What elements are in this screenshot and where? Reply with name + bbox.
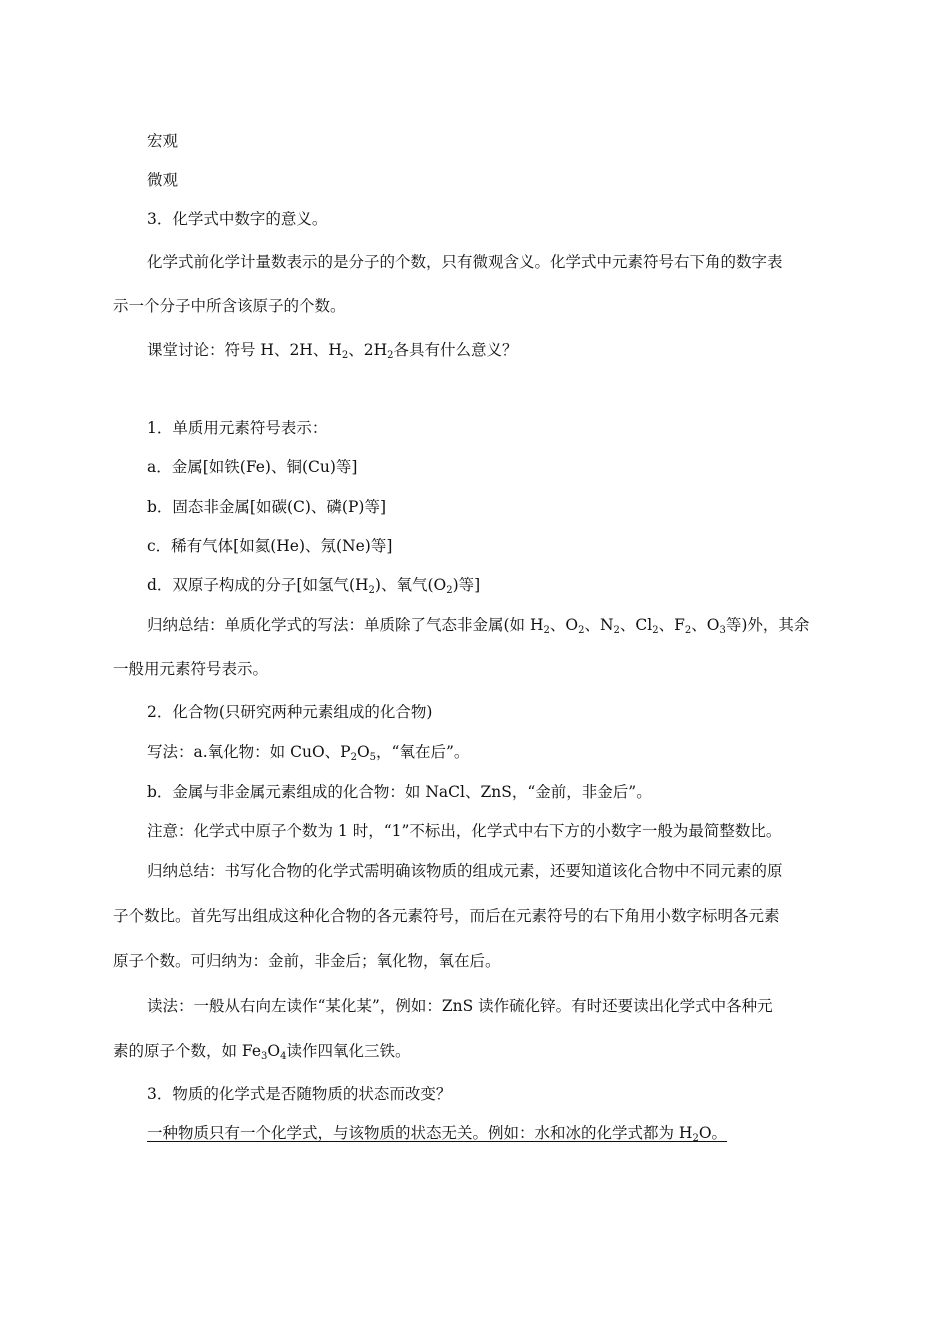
text-line: b．金属与非金属元素组成的化合物：如 NaCl、ZnS，“金前，非金后”。 [147,783,652,801]
summary-line: 归纳总结：单质化学式的写法：单质除了气态非金属(如 $H_2$、$O_2$、$N_2$、$Cl_2$、$F_2$、$O_3$等)外，其余 [147,616,810,636]
paragraph-line: 化学式前化学计量数表示的是分子的个数，只有微观含义。化学式中元素符号右下角的数字表 [147,253,783,271]
text-line: 宏观 [147,132,179,150]
section-heading: 3．化学式中数字的意义。 [147,210,328,228]
list-item: a．金属[如铁(Fe)、铜(Cu)等] [147,458,358,476]
summary-line: 归纳总结：书写化合物的化学式需明确该物质的组成元素，还要知道该化合物中不同元素的原 [147,862,783,880]
summary-line: 子个数比。首先写出组成这种化合物的各元素符号，而后在元素符号的右下角用小数字标明各元素 [113,907,780,925]
section-heading: 2．化合物(只研究两种元素组成的化合物) [147,703,433,721]
list-item: c．稀有气体[如氦(He)、氖(Ne)等] [147,537,393,555]
discussion-line: 课堂讨论：符号 H、2H、$H_2$、$2H_2$各具有什么意义？ [147,341,518,361]
section-heading: 1．单质用元素符号表示： [147,419,328,437]
note-line: 注意：化学式中原子个数为 1 时，“1”不标出，化学式中右下方的小数字一般为最简整数比。 [147,822,782,840]
summary-line: 原子个数。可归纳为：金前，非金后；氧化物，氧在后。 [113,952,501,970]
answer-line: 一种物质只有一个化学式，与该物质的状态无关。例如：水和冰的化学式都为 $H_2O$。 [147,1124,728,1144]
text-line: 写法：a.氧化物：如 CuO、$P_2O_5$，“氧在后”。 [147,743,470,763]
text-line: 微观 [147,171,179,189]
paragraph-line: 读法：一般从右向左读作“某化某”，例如：ZnS 读作硫化锌。有时还要读出化学式中各种元 [147,997,773,1015]
section-heading: 3．物质的化学式是否随物质的状态而改变？ [147,1085,452,1103]
paragraph-line: 素的原子个数，如 $Fe_3O_4$读作四氧化三铁。 [113,1042,411,1062]
list-item: d．双原子构成的分子[如氢气$(H_2)$、氧气$(O_2)$等] [147,576,481,596]
summary-line: 一般用元素符号表示。 [113,660,269,678]
list-item: b．固态非金属[如碳(C)、磷(P)等] [147,498,386,516]
paragraph-line: 示一个分子中所含该原子的个数。 [113,297,346,315]
